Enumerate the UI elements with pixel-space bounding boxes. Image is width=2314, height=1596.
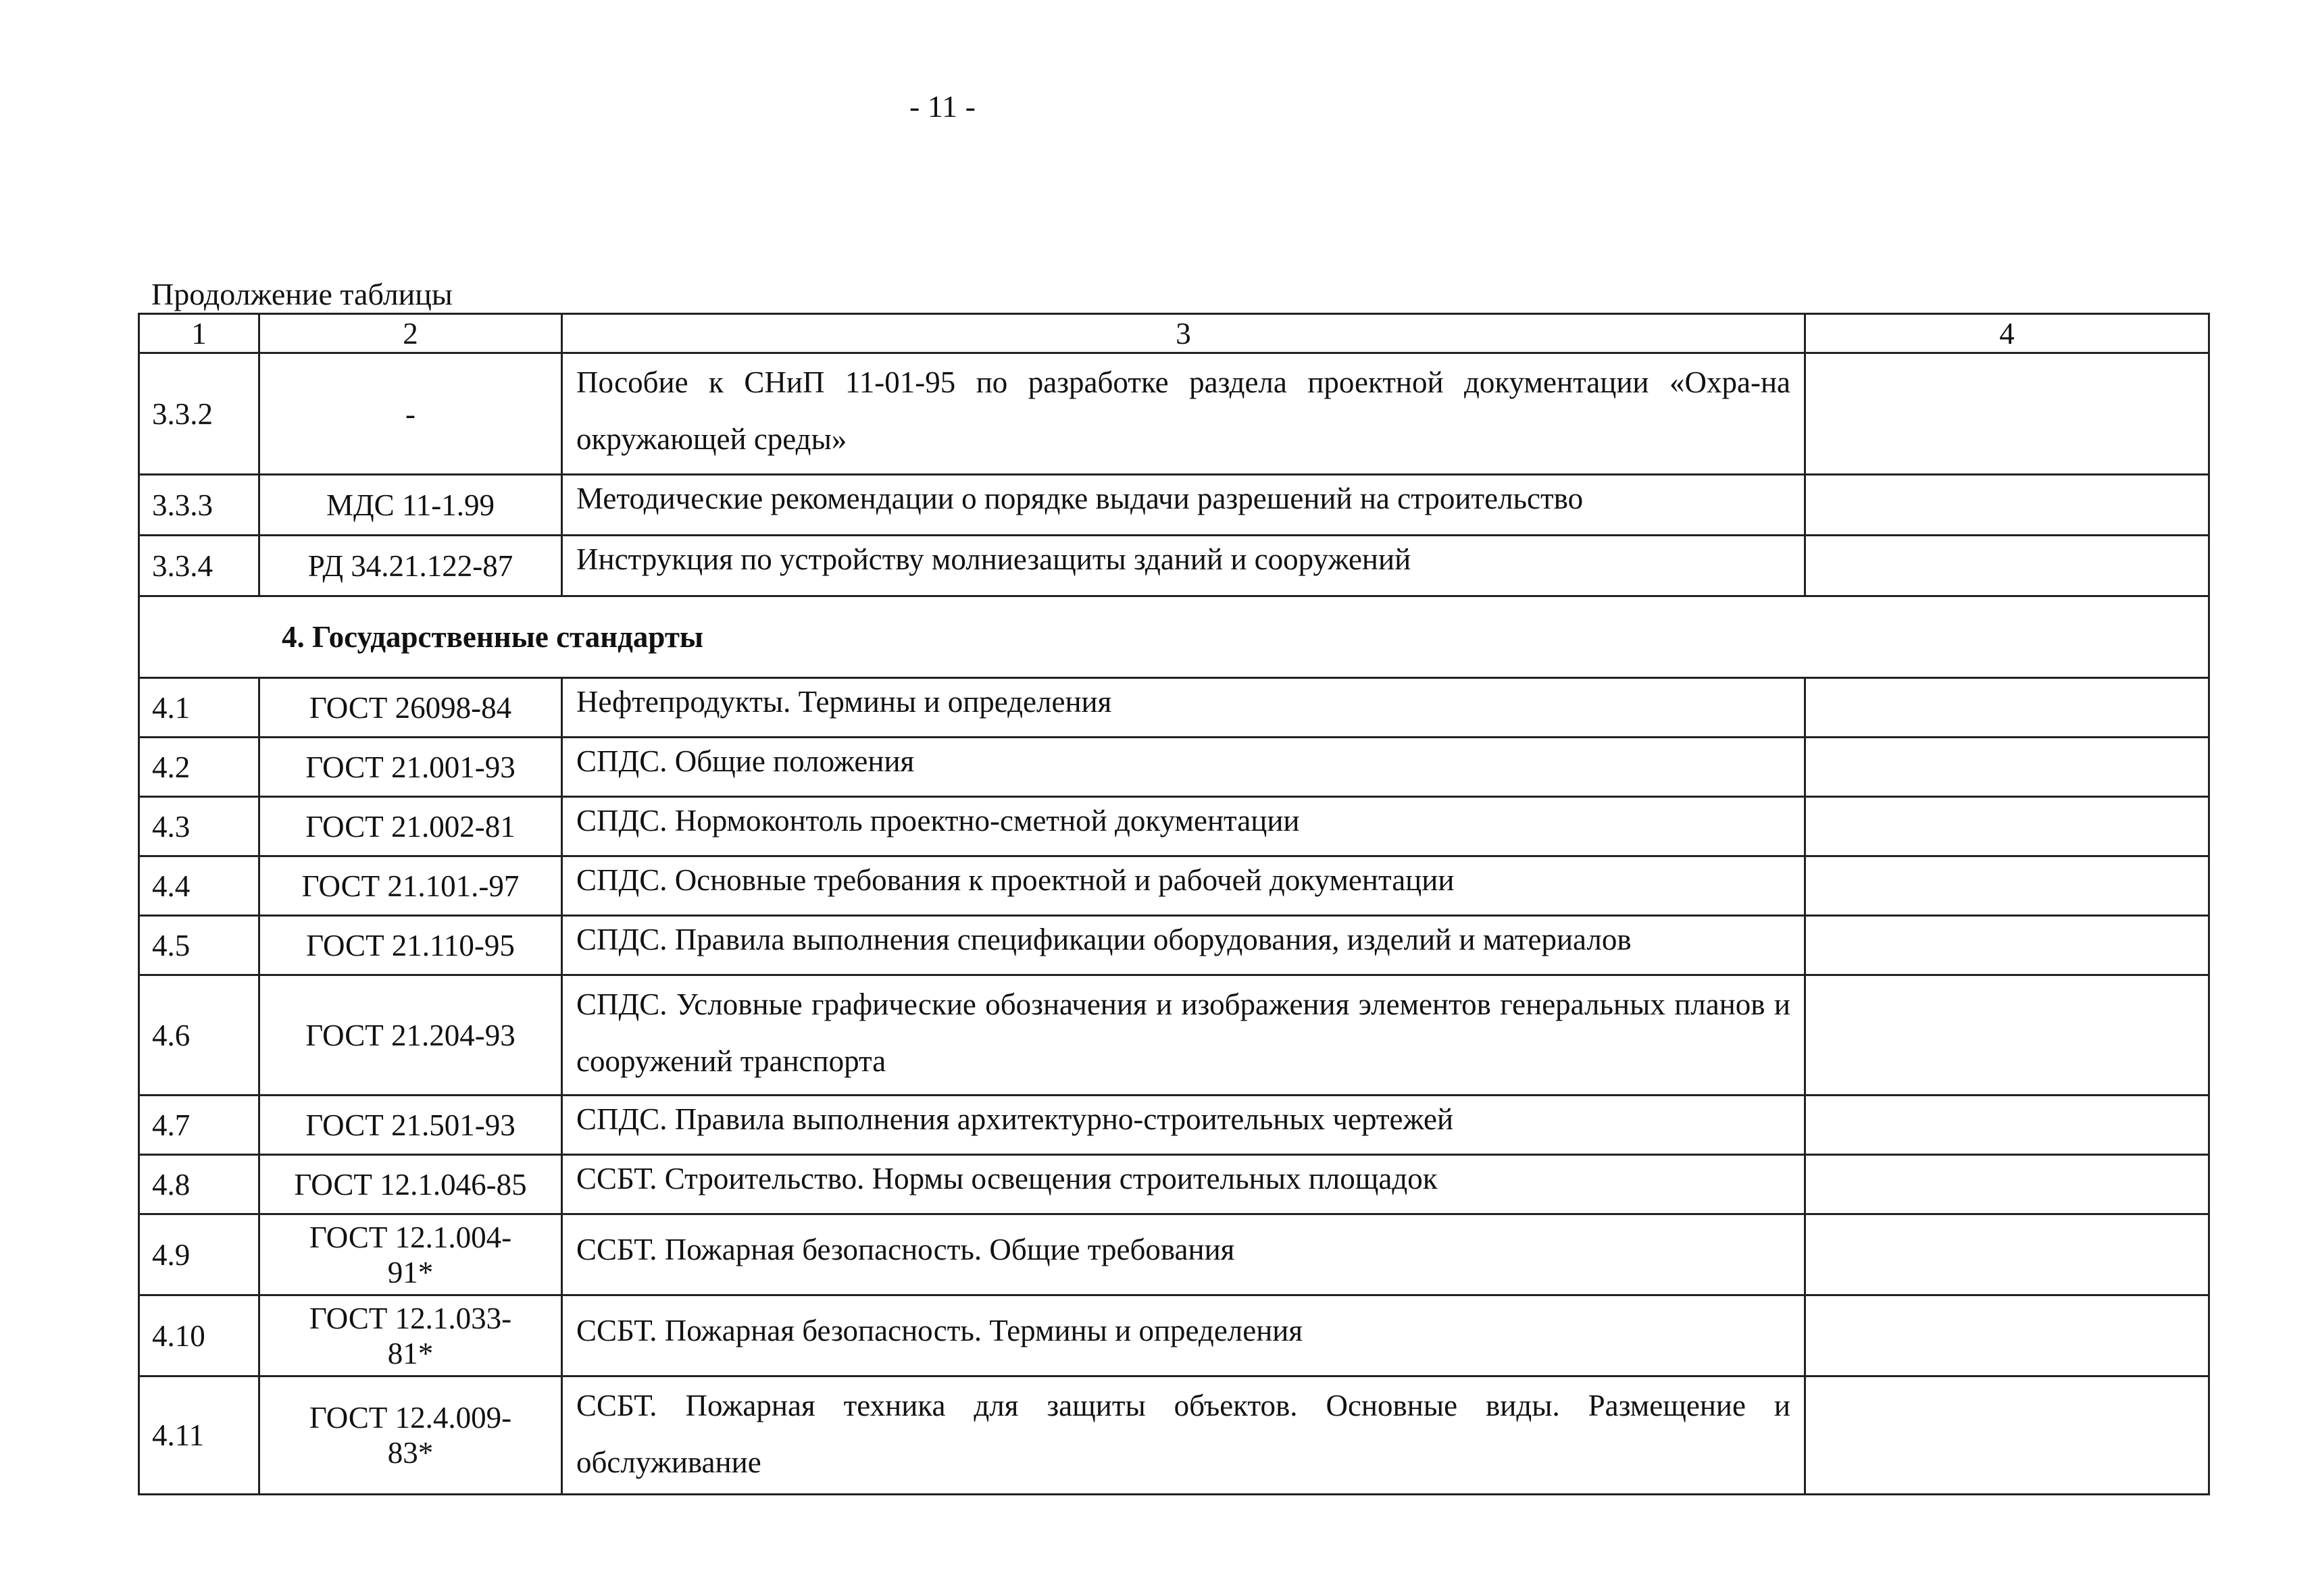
page-number: - 11 - (909, 89, 976, 124)
document-code-line: ГОСТ 12.1.033- (309, 1301, 512, 1335)
document-code: ГОСТ 12.1.046-85 (259, 1155, 562, 1214)
row-number: 4.11 (139, 1376, 259, 1495)
table-row (139, 856, 2209, 916)
row-number: 4.6 (139, 975, 259, 1096)
note-cell (1805, 1096, 2209, 1155)
document-title: Пособие к СНиП 11-01-95 по разработке раздела проектной документации «Охра-на окружающей среды» (562, 353, 1805, 475)
row-number: 4.4 (139, 856, 259, 916)
table-row (139, 975, 2209, 1096)
document-title: Инструкция по устройству молниезащиты зданий и сооружений (562, 536, 1805, 596)
table-row (139, 1096, 2209, 1155)
section-title: 4. Государственные стандарты (139, 596, 2209, 678)
document-code: - (259, 353, 562, 475)
row-number: 4.2 (139, 738, 259, 797)
row-number: 3.3.2 (139, 353, 259, 475)
note-cell (1805, 856, 2209, 916)
row-number: 4.10 (139, 1295, 259, 1376)
table-row (139, 536, 2209, 596)
document-title: СПДС. Условные графические обозначения и изображения элементов генеральных планов и сооружений транспорта (562, 975, 1805, 1096)
note-cell (1805, 975, 2209, 1096)
table-row (139, 738, 2209, 797)
document-code: ГОСТ 21.204-93 (259, 975, 562, 1096)
document-code: ГОСТ 21.002-81 (259, 797, 562, 856)
document-code-line: 91* (387, 1255, 434, 1289)
row-number: 3.3.3 (139, 475, 259, 536)
document-code: РД 34.21.122-87 (259, 536, 562, 596)
document-code-line: 81* (387, 1336, 434, 1370)
table-row (139, 1214, 2209, 1295)
column-header-3: 3 (562, 314, 1805, 353)
document-code-line: ГОСТ 12.1.004- (309, 1220, 512, 1254)
document-title: СПДС. Правила выполнения спецификации оборудования, изделий и материалов (562, 916, 1805, 975)
note-cell (1805, 797, 2209, 856)
document-title: СПДС. Нормоконтоль проектно-сметной документации (562, 797, 1805, 856)
document-code: ГОСТ 21.001-93 (259, 738, 562, 797)
note-cell (1805, 738, 2209, 797)
row-number: 4.3 (139, 797, 259, 856)
document-code: ГОСТ 21.501-93 (259, 1096, 562, 1155)
note-cell (1805, 678, 2209, 738)
note-cell (1805, 353, 2209, 475)
note-cell (1805, 1214, 2209, 1295)
note-cell (1805, 916, 2209, 975)
document-title: СПДС. Общие положения (562, 738, 1805, 797)
document-title: Нефтепродукты. Термины и определения (562, 678, 1805, 738)
row-number: 4.1 (139, 678, 259, 738)
note-cell (1805, 1376, 2209, 1495)
table-row (139, 353, 2209, 475)
row-number: 4.8 (139, 1155, 259, 1214)
document-title: ССБТ. Строительство. Нормы освещения строительных площадок (562, 1155, 1805, 1214)
document-code (259, 1214, 562, 1295)
table-row (139, 1376, 2209, 1495)
document-title: ССБТ. Пожарная техника для защиты объектов. Основные виды. Размещение и обслуживание (562, 1376, 1805, 1495)
table-row (139, 797, 2209, 856)
column-header-4: 4 (1805, 314, 2209, 353)
document-title: ССБТ. Пожарная безопасность. Общие требования (562, 1214, 1805, 1295)
note-cell (1805, 1155, 2209, 1214)
document-code (259, 1295, 562, 1376)
table-row (139, 1155, 2209, 1214)
standards-table (138, 313, 2210, 1495)
document-code: МДС 11-1.99 (259, 475, 562, 536)
note-cell (1805, 1295, 2209, 1376)
table-row (139, 1295, 2209, 1376)
document-title: ССБТ. Пожарная безопасность. Термины и определения (562, 1295, 1805, 1376)
row-number: 3.3.4 (139, 536, 259, 596)
note-cell (1805, 536, 2209, 596)
row-number: 4.5 (139, 916, 259, 975)
section-row (139, 596, 2209, 678)
table-row (139, 475, 2209, 536)
document-code: ГОСТ 26098-84 (259, 678, 562, 738)
note-cell (1805, 475, 2209, 536)
document-title: СПДС. Основные требования к проектной и рабочей документации (562, 856, 1805, 916)
document-code-line: ГОСТ 12.4.009- (309, 1401, 512, 1435)
table-row (139, 678, 2209, 738)
table-caption: Продолжение таблицы (151, 277, 453, 311)
document-code: ГОСТ 21.110-95 (259, 916, 562, 975)
column-header-1: 1 (139, 314, 259, 353)
document-title: Методические рекомендации о порядке выдачи разрешений на строительство (562, 475, 1805, 536)
document-title: СПДС. Правила выполнения архитектурно-строительных чертежей (562, 1096, 1805, 1155)
document-code (259, 1376, 562, 1495)
row-number: 4.7 (139, 1096, 259, 1155)
document-code: ГОСТ 21.101.-97 (259, 856, 562, 916)
document-code-line: 83* (387, 1436, 434, 1470)
table-header-row (139, 314, 2209, 353)
row-number: 4.9 (139, 1214, 259, 1295)
table-row (139, 916, 2209, 975)
column-header-2: 2 (259, 314, 562, 353)
